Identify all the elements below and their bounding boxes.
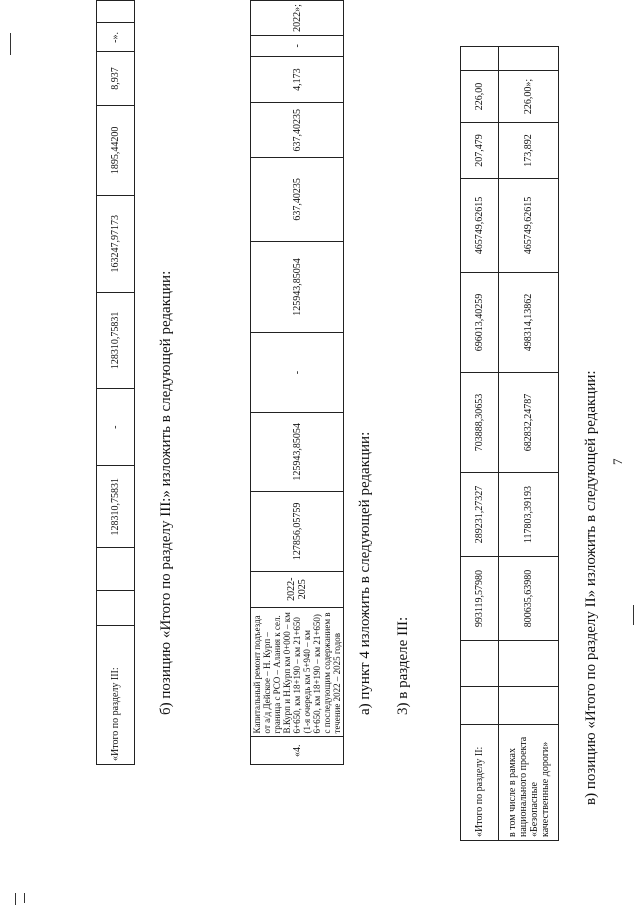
scan-mark [10, 33, 11, 55]
cell-c8: 8,937 [97, 52, 135, 105]
table-row [251, 1, 344, 765]
heading-v: в) позицию «Итого по разделу II» изложить в следующей редакции: [583, 370, 599, 805]
cell-c6: 163247,97173 [97, 195, 135, 292]
page-number: 7 [610, 458, 625, 465]
cell-c4: 117803,39193 [499, 473, 559, 557]
item-years: 2022-2025 [251, 571, 344, 607]
cell-c3: 993119,57980 [461, 557, 499, 641]
cell-c2 [499, 641, 559, 687]
cell-c3: 800635,63980 [499, 557, 559, 641]
item-name: Капитальный ремонт подъезда от а/д Дейское – Н. Курп – граница с РСО – Алания к сел. В.Курп и Н.Курп км 0+000 – км 6+650, км 18+190 – км 21+650 (1-я очередь км 5+940 – км 6+650, км 18+190 – км 21+650) с последующим содержанием в течение 2022 – 2025 годов [251, 607, 344, 737]
cell-c9: 226,00 [461, 71, 499, 123]
table-row [499, 47, 559, 841]
table-row [97, 1, 135, 765]
table-item-4 [250, 0, 344, 765]
row-label: в том числе в рамках национального проекта «Безопасные качественные дороги» [499, 725, 559, 841]
cell-end [97, 1, 135, 23]
table-section3-total [96, 0, 135, 765]
cell-c1 [499, 687, 559, 725]
cell-c8: 207,479 [461, 123, 499, 179]
cell-c9: 226,00»; [499, 71, 559, 123]
cell-c1 [461, 687, 499, 725]
cell-c6: 498314,13862 [499, 273, 559, 373]
cell-v8: - [251, 35, 344, 56]
heading-a: а) пункт 4 изложить в следующей редакции: [357, 431, 373, 715]
row-label: «Итого по разделу III: [97, 625, 135, 764]
cell-c2 [461, 641, 499, 687]
heading-section3: 3) в разделе III: [395, 616, 411, 715]
scan-mark [633, 605, 634, 625]
cell-c3: 128310,75831 [97, 466, 135, 548]
cell-c8: 173,892 [499, 123, 559, 179]
scan-mark [24, 893, 25, 903]
cell-c2 [97, 548, 135, 590]
cell-end: 2022»; [251, 1, 344, 36]
cell-c4: 289231,27327 [461, 473, 499, 557]
cell-c5: 128310,75831 [97, 292, 135, 389]
cell-end [461, 47, 499, 71]
cell-v7: 4,173 [251, 56, 344, 103]
cell-v6: 637,40235 [251, 103, 344, 157]
cell-c9: -». [97, 23, 135, 52]
cell-v4: 125943,85054 [251, 241, 344, 333]
cell-v2: 125943,85054 [251, 412, 344, 491]
cell-v1: 127856,05759 [251, 492, 344, 571]
cell-c6: 696013,40259 [461, 273, 499, 373]
table-row [461, 47, 499, 841]
cell-c5: 682832,24787 [499, 373, 559, 473]
cell-c4: - [97, 389, 135, 466]
cell-c7: 465749,62615 [499, 179, 559, 273]
cell-c1 [97, 590, 135, 625]
cell-v5: 637,40235 [251, 157, 344, 241]
cell-end [499, 47, 559, 71]
table-section2-total [460, 46, 559, 841]
row-label: «Итого по разделу II: [461, 725, 499, 841]
cell-c5: 703888,30653 [461, 373, 499, 473]
heading-b: б) позицию «Итого по разделу III:» изложить в следующей редакции: [158, 270, 174, 715]
cell-c7: 1895,44200 [97, 105, 135, 195]
item-number: «4. [251, 737, 344, 765]
cell-c7: 465749,62615 [461, 179, 499, 273]
cell-v3: - [251, 333, 344, 412]
scan-mark [15, 893, 16, 905]
